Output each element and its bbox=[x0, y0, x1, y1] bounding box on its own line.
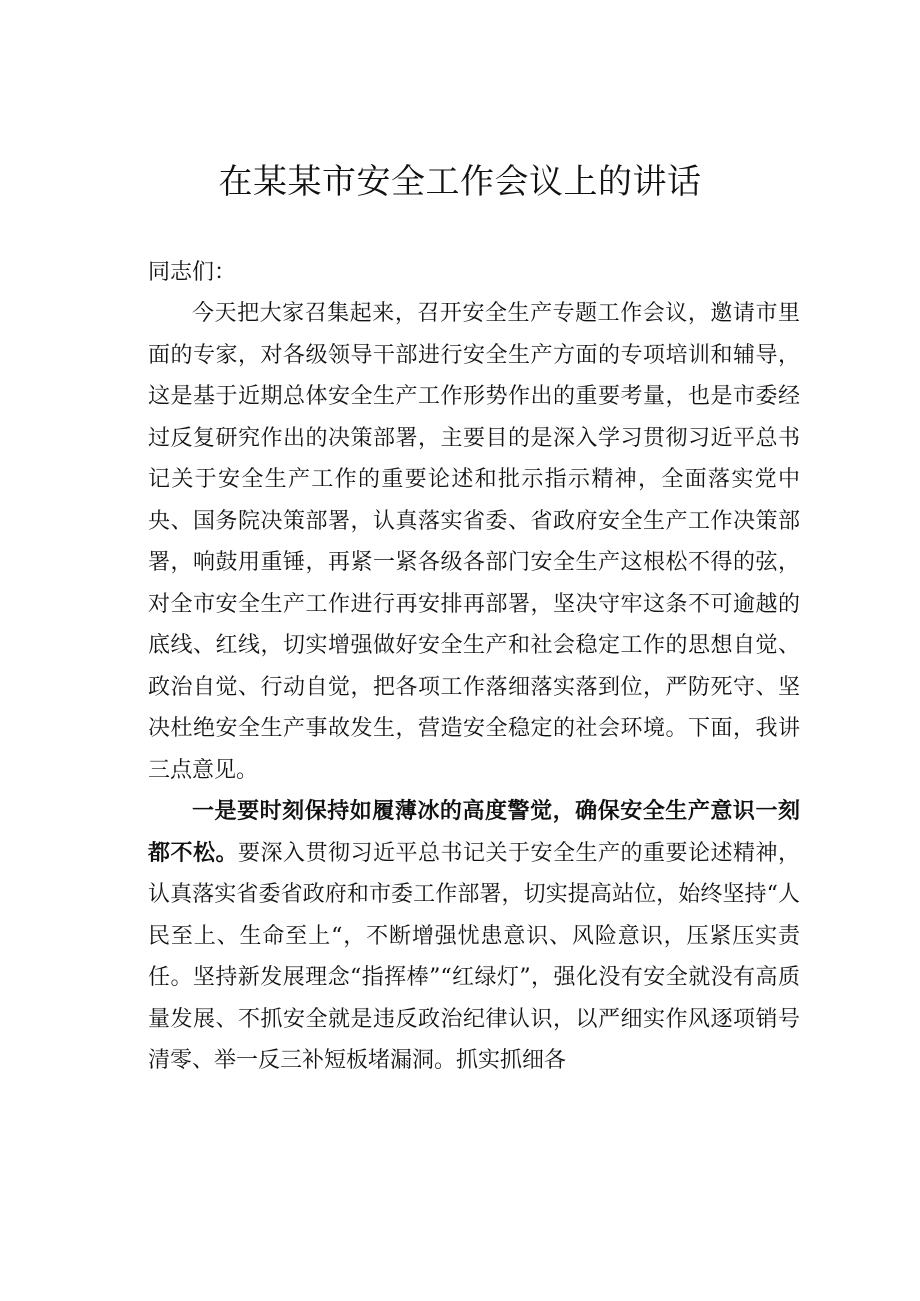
document-title: 在某某市安全工作会议上的讲话 bbox=[218, 162, 702, 202]
paragraph-text: 要深入贯彻习近平总书记关于安全生产的重要论述精神，认真落实省委省政府和市委工作部署，切实提高站位，始终坚持“人民至上、生命至上“，不断增强忧患意识、风险意识，压紧压实责任。坚持新发展理念“指挥棒”“红绿灯”，强化没有安全就没有高质量发展、不抓安全就是违反政治纪律认识，以严细实作风逐项销号清零、举一反三补短板堵漏洞。抓实抓细各 bbox=[148, 840, 800, 1073]
paragraph-text: 今天把大家召集起来，召开安全生产专题工作会议，邀请市里面的专家，对各级领导干部进行安全生产方面的专项培训和辅导，这是基于近期总体安全生产工作形势作出的重要考量，也是市委经过反复研究作出的决策部署，主要目的是深入学习贯彻习近平总书记关于安全生产工作的重要论述和批示指示精神，全面落实党中央、国务院决策部署，认真落实省委、省政府安全生产工作决策部署，响鼓用重锤，再紧一紧各级各部门安全生产这根松不得的弦，对全市安全生产工作进行再安排再部署，坚决守牢这条不可逾越的底线、红线，切实增强做好安全生产和社会稳定工作的思想自觉、政治自觉、行动自觉，把各项工作落细落实落到位，严防死守、坚决杜绝安全生产事故发生，营造安全稳定的社会环境。下面，我讲三点意见。 bbox=[148, 301, 800, 783]
document-body bbox=[148, 252, 800, 1082]
salutation: 同志们： bbox=[148, 260, 237, 285]
paragraph-point-one bbox=[148, 791, 800, 1082]
paragraph-lead-heading: 一是要时刻保持如履薄冰的高度警觉，确保安全生产意识一刻都不松。 bbox=[148, 798, 800, 866]
paragraph-intro bbox=[148, 293, 800, 791]
